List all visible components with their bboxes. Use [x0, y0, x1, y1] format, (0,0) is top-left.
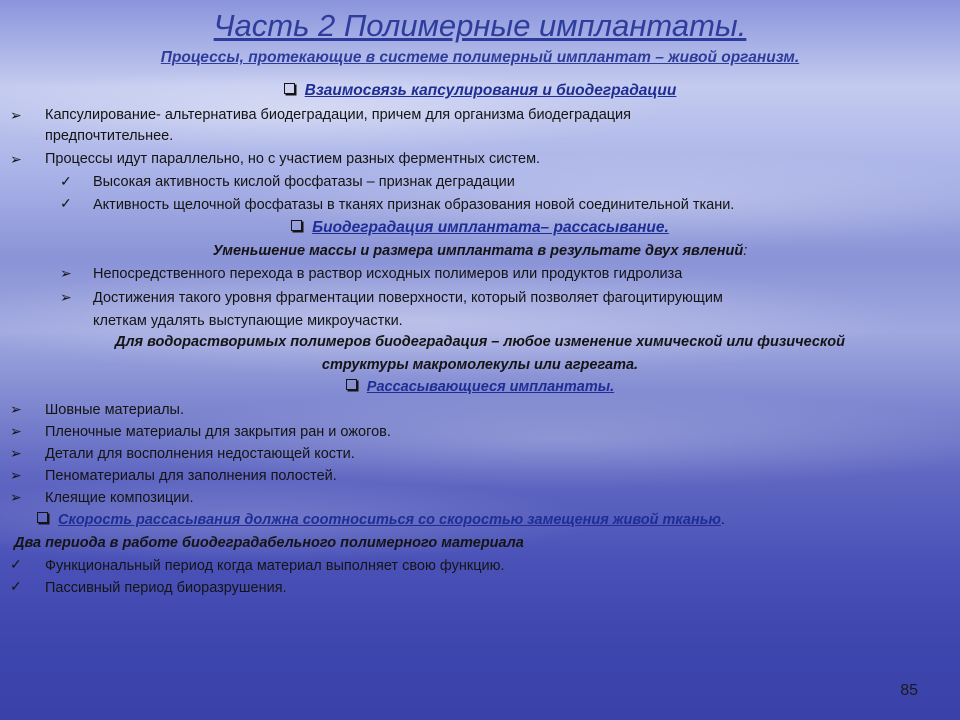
checkbox-bullet-icon — [291, 220, 302, 231]
list-item: Функциональный период когда материал выполняет свою функцию. — [45, 558, 505, 574]
arrow-bullet-icon: ➢ — [10, 445, 22, 461]
arrow-bullet-icon: ➢ — [10, 107, 22, 123]
arrow-bullet-icon: ➢ — [10, 423, 22, 439]
list-item: Высокая активность кислой фосфатазы – признак деградации — [93, 174, 515, 190]
list-item: Пассивный период биоразрушения. — [45, 580, 287, 596]
list-item: Пленочные материалы для закрытия ран и ожогов. — [45, 424, 391, 440]
arrow-bullet-icon: ➢ — [60, 289, 72, 305]
arrow-bullet-icon: ➢ — [10, 467, 22, 483]
list-item: Шовные материалы. — [45, 402, 184, 418]
note-line: Для водорастворимых полимеров биодеградация – любое изменение химической или физической — [115, 334, 845, 350]
section-4-heading: Скорость рассасывания должна соотноситься со скоростью замещения живой тканью. — [37, 512, 725, 529]
check-bullet-icon: ✓ — [60, 195, 72, 211]
list-item: Пеноматериалы для заполнения полостей. — [45, 468, 337, 484]
arrow-bullet-icon: ➢ — [10, 401, 22, 417]
list-item: Клеящие композиции. — [45, 490, 194, 506]
arrow-bullet-icon: ➢ — [10, 489, 22, 505]
slide-subtitle: Процессы, протекающие в системе полимерный имплантат – живой организм. — [160, 49, 800, 66]
checkbox-bullet-icon — [346, 379, 357, 390]
check-bullet-icon: ✓ — [10, 578, 22, 594]
note-line: структуры макромолекулы или агрегата. — [321, 357, 639, 373]
list-item: Процессы идут параллельно, но с участием разных ферментных систем. — [45, 151, 541, 167]
page-number: 85 — [900, 682, 918, 699]
slide-title: Часть 2 Полимерные имплантаты. — [213, 8, 747, 43]
section-2-subheading: Уменьшение массы и размера имплантата в результате двух явлений: — [212, 243, 748, 259]
list-item: Активность щелочной фосфатазы в тканях признак образования новой соединительной ткани. — [93, 197, 735, 213]
section-4-subheading: Два периода в работе биодеградабельного полимерного материала — [14, 535, 524, 551]
list-item-continuation: предпочтительнее. — [45, 128, 174, 144]
list-item: Непосредственного перехода в раствор исходных полимеров или продуктов гидролиза — [93, 266, 683, 282]
check-bullet-icon: ✓ — [60, 173, 72, 189]
arrow-bullet-icon: ➢ — [10, 151, 22, 167]
check-bullet-icon: ✓ — [10, 556, 22, 572]
checkbox-bullet-icon — [284, 83, 295, 94]
checkbox-bullet-icon — [37, 512, 48, 523]
list-item: Детали для восполнения недостающей кости. — [45, 446, 355, 462]
list-item: Достижения такого уровня фрагментации поверхности, который позволяет фагоцитирующим — [93, 290, 723, 306]
section-1-heading: Взаимосвязь капсулирования и биодеградации — [0, 82, 960, 100]
arrow-bullet-icon: ➢ — [60, 265, 72, 281]
section-3-heading: Рассасывающиеся имплантаты. — [0, 379, 960, 396]
section-2-heading: Биодеградация имплантата– рассасывание. — [0, 219, 960, 237]
list-item-continuation: клеткам удалять выступающие микроучастки. — [93, 313, 403, 329]
list-item: Капсулирование- альтернатива биодеградации, причем для организма биодеградация — [45, 107, 632, 123]
